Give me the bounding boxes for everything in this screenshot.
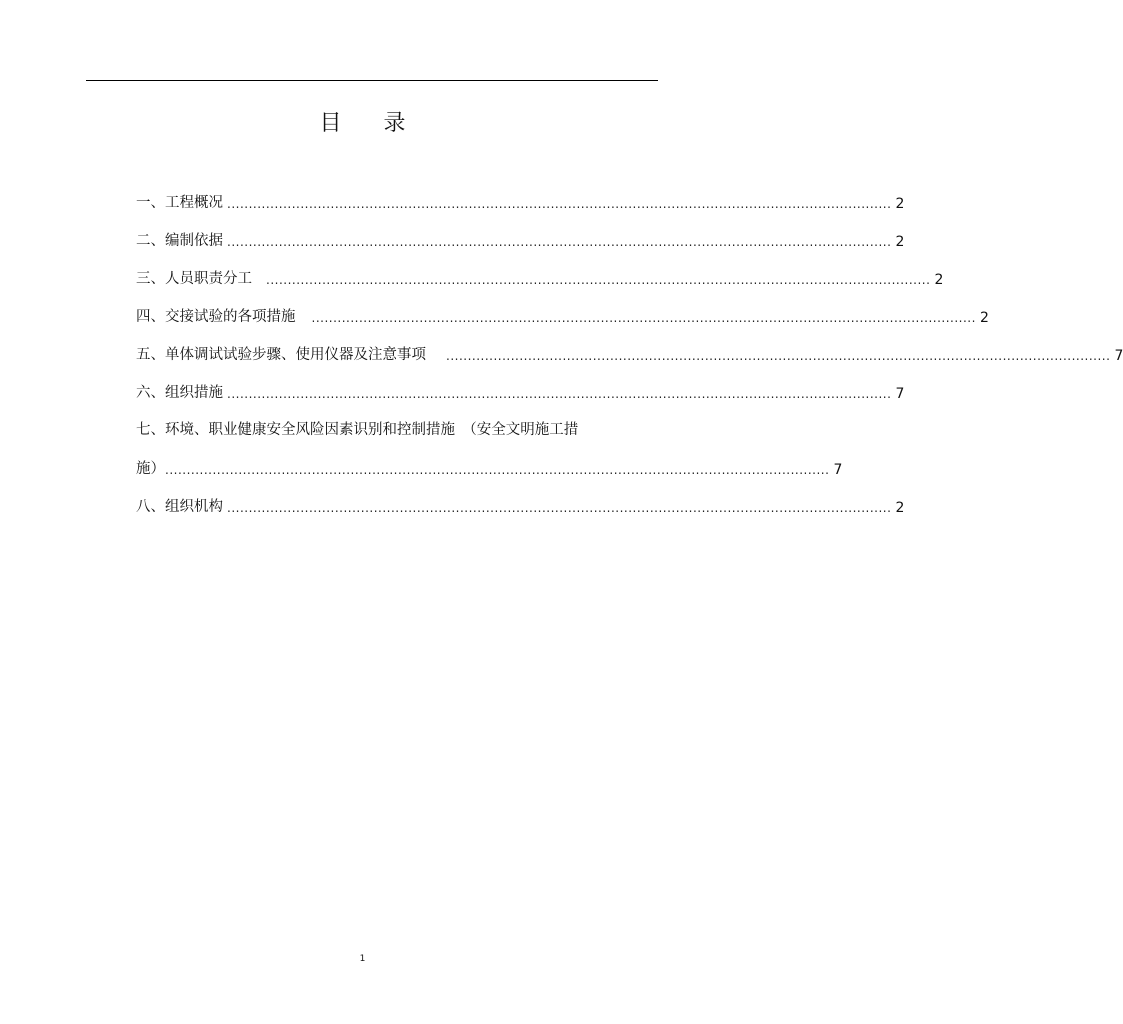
- toc-entry[interactable]: [136, 342, 1123, 364]
- toc-entry[interactable]: [136, 380, 905, 402]
- toc-leader-dots: ..........................................................................................................................................................: [227, 501, 892, 515]
- toc-entry-label-line-2: 施）: [136, 461, 165, 477]
- toc-entry-page: 2: [979, 310, 989, 326]
- toc-leader-dots: ..........................................................................................................................................................: [227, 387, 892, 401]
- toc-title-part-1: 目: [319, 111, 342, 136]
- toc-entry-label: 一、工程概况: [136, 195, 223, 211]
- toc-title: [0, 106, 725, 137]
- toc-entry[interactable]: [136, 266, 944, 288]
- toc-entry-label-line-1[interactable]: 七、环境、职业健康安全风险因素识别和控制措施 （安全文明施工措: [136, 422, 579, 438]
- footer-page-number: 1: [359, 954, 366, 964]
- toc-entry-page: 2: [934, 272, 944, 288]
- toc-leader-dots: ..........................................................................................................................................................: [446, 349, 1111, 363]
- toc-entry-page: 2: [895, 234, 905, 250]
- toc-entry-page: 7: [895, 386, 905, 402]
- toc-entry-page: 7: [1114, 348, 1123, 364]
- toc-title-part-2: 录: [383, 111, 406, 136]
- toc-entry-label: 三、人员职责分工: [136, 271, 252, 287]
- toc-leader-dots: ..........................................................................................................................................................: [227, 197, 892, 211]
- toc-entry-page: 2: [895, 196, 905, 212]
- toc-entry-label: 五、单体调试试验步骤、使用仪器及注意事项: [136, 347, 426, 363]
- toc-entry[interactable]: [136, 304, 989, 326]
- toc-leader-dots: ..........................................................................................................................................................: [311, 311, 976, 325]
- toc-leader-dots: ..........................................................................................................................................................: [266, 273, 931, 287]
- toc-entry-page: 7: [833, 462, 843, 478]
- toc-entry[interactable]: [136, 190, 905, 212]
- toc-entry-label: 八、组织机构: [136, 499, 223, 515]
- toc-entry-label: 二、编制依据: [136, 233, 223, 249]
- toc-entry[interactable]: [136, 228, 905, 250]
- toc-entry-page: 2: [895, 500, 905, 516]
- toc-leader-dots: ..........................................................................................................................................................: [165, 463, 830, 477]
- toc-entry-label: 四、交接试验的各项措施: [136, 309, 296, 325]
- toc-entry-label: 六、组织措施: [136, 385, 223, 401]
- toc-leader-dots: ..........................................................................................................................................................: [227, 235, 892, 249]
- toc-entry[interactable]: [136, 456, 843, 478]
- header-rule: [86, 80, 658, 81]
- toc-entry[interactable]: [136, 494, 905, 516]
